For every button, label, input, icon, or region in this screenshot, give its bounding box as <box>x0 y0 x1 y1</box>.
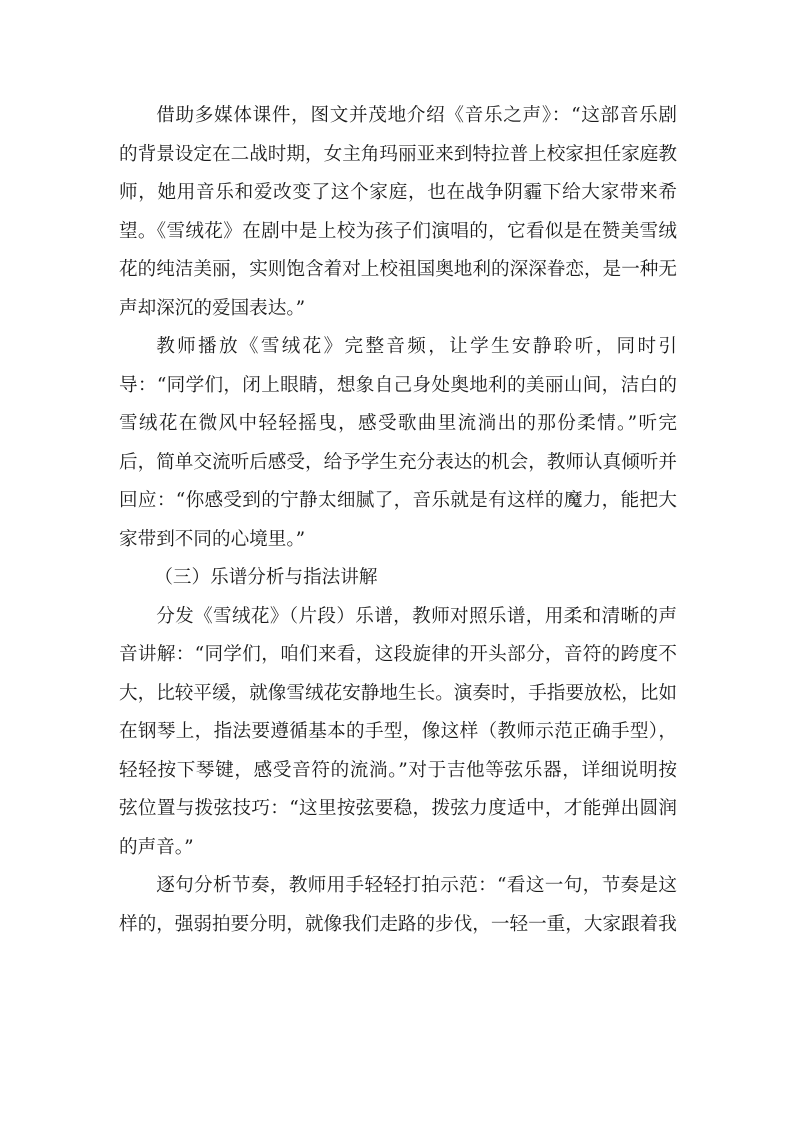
paragraph-rhythm-analysis: 逐句分析节奏，教师用手轻轻打拍示范：“看这一句，节奏是这样的，强弱拍要分明，就像我们走路的步伐，一轻一重，大家跟着我 <box>119 875 677 935</box>
paragraph-score-explanation: 分发《雪绒花》（片段）乐谱，教师对照乐谱，用柔和清晰的声音讲解：“同学们，咱们来看，这段旋律的开头部分，音符的跨度不大，比较平缓，就像雪绒花安静地生长。演奏时，手指要放松，比如在钢琴上，指法要遵循基本的手型，像这样（教师示范正确手型），轻轻按下琴键，感受音符的流淌。”对于吉他等弦乐器，详细说明按弦位置与拨弦技巧：“这里按弦要稳，拨弦力度适中，才能弹出圆润的声音。” <box>119 605 677 858</box>
document-body <box>119 97 677 944</box>
paragraph-intro-sound-of-music: 借助多媒体课件，图文并茂地介绍《音乐之声》：“这部音乐剧的背景设定在二战时期，女主角玛丽亚来到特拉普上校家担任家庭教师，她用音乐和爱改变了这个家庭，也在战争阴霾下给大家带来希望。《雪绒花》在剧中是上校为孩子们演唱的，它看似是在赞美雪绒花的纯洁美丽，实则饱含着对上校祖国奥地利的深深眷恋，是一种无声却深沉的爱国表达。” <box>119 105 677 319</box>
paragraph-listening-activity: 教师播放《雪绒花》完整音频，让学生安静聆听，同时引导：“同学们，闭上眼睛，想象自己身处奥地利的美丽山间，洁白的雪绒花在微风中轻轻摇曳，感受歌曲里流淌出的那份柔情。”听完后，简单交流听后感受，给予学生充分表达的机会，教师认真倾听并回应：“你感受到的宁静太细腻了，音乐就是有这样的魔力，能把大家带到不同的心境里。” <box>119 336 677 550</box>
section-heading: （三）乐谱分析与指法讲解 <box>154 567 378 588</box>
